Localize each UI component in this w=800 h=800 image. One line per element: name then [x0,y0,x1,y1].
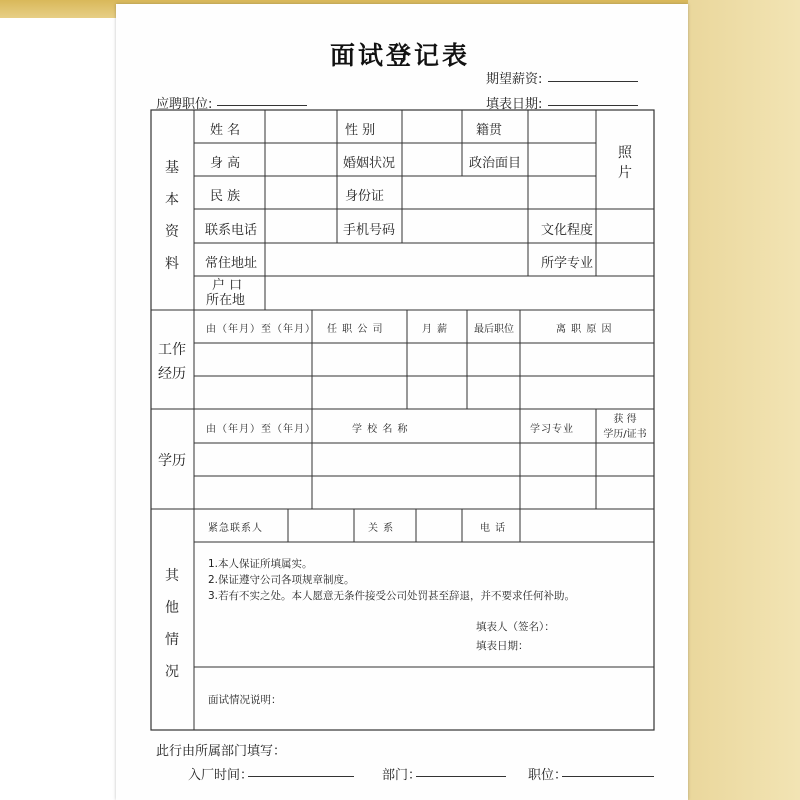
work-company-header: 任 职 公 司 [327,324,384,335]
mobile-label: 手机号码 [343,223,396,238]
phone-label: 联系电话 [205,223,258,238]
height-label: 身 高 [210,156,241,171]
id-card-label: 身份证 [345,189,385,204]
department-label: 部门： [382,768,422,783]
form-sheet [116,4,688,800]
entry-time-field[interactable] [248,776,354,777]
edu-major-header: 学习专业 [530,424,574,435]
emergency-contact-label: 紧急联系人 [208,523,263,534]
work-salary-header: 月 薪 [422,324,449,335]
photo-placeholder[interactable]: 照 片 [618,145,632,181]
form-title: 面试登记表 [330,41,471,70]
marital-label: 婚姻状况 [343,156,396,171]
dept-fill-note: 此行由所属部门填写： [156,744,287,759]
signer-label: 填表人（签名）： [476,621,555,633]
section-other-label: 其 他 情 况 [165,568,179,680]
name-label: 姓 名 [210,123,241,138]
edu-cert-header: 获 得 学历/证书 [603,414,647,440]
expected-salary-label: 期望薪资: [486,72,543,87]
expected-salary-field[interactable] [548,81,638,82]
department-field[interactable] [416,776,506,777]
position-applied-label: 应聘职位: [156,97,213,112]
education-label: 文化程度 [541,223,594,238]
interview-notes-label: 面试情况说明： [208,694,282,706]
edu-school-header: 学 校 名 称 [352,424,409,435]
major-label: 所学专业 [541,256,594,271]
post-field[interactable] [562,776,654,777]
fill-date-label: 填表日期: [486,97,543,112]
pledge-note-2: 2.保证遵守公司各项规章制度。 [208,574,355,586]
section-edu-label: 学历 [158,453,186,469]
work-last-title-header: 最后职位 [474,324,514,335]
address-label: 常住地址 [205,256,258,271]
ethnicity-label: 民 族 [210,189,241,204]
pledge-note-1: 1.本人保证所填属实。 [208,558,313,570]
gender-label: 性 别 [345,123,376,138]
position-applied-field[interactable] [217,105,307,106]
work-leave-reason-header: 离 职 原 因 [556,324,613,335]
work-period-header: 由（年月）至（年月） [206,324,316,335]
hukou-label: 户 口 所在地 [206,278,246,308]
tel-label: 电 话 [480,523,507,534]
background-right [688,0,800,800]
section-basic-label: 基 本 资 料 [165,160,179,272]
post-label: 职位： [528,768,568,783]
pledge-note-3: 3.若有不实之处。本人愿意无条件接受公司处罚甚至辞退，并不要求任何补助。 [208,590,576,602]
native-place-label: 籍贯 [476,123,503,138]
relation-label: 关 系 [368,523,395,534]
edu-period-header: 由（年月）至（年月） [206,424,316,435]
political-label: 政治面目 [469,156,522,171]
sign-date-label: 填表日期： [476,640,529,652]
fill-date-field[interactable] [548,105,638,106]
entry-time-label: 入厂时间： [188,768,254,783]
section-work-label: 工作 经历 [158,342,186,382]
